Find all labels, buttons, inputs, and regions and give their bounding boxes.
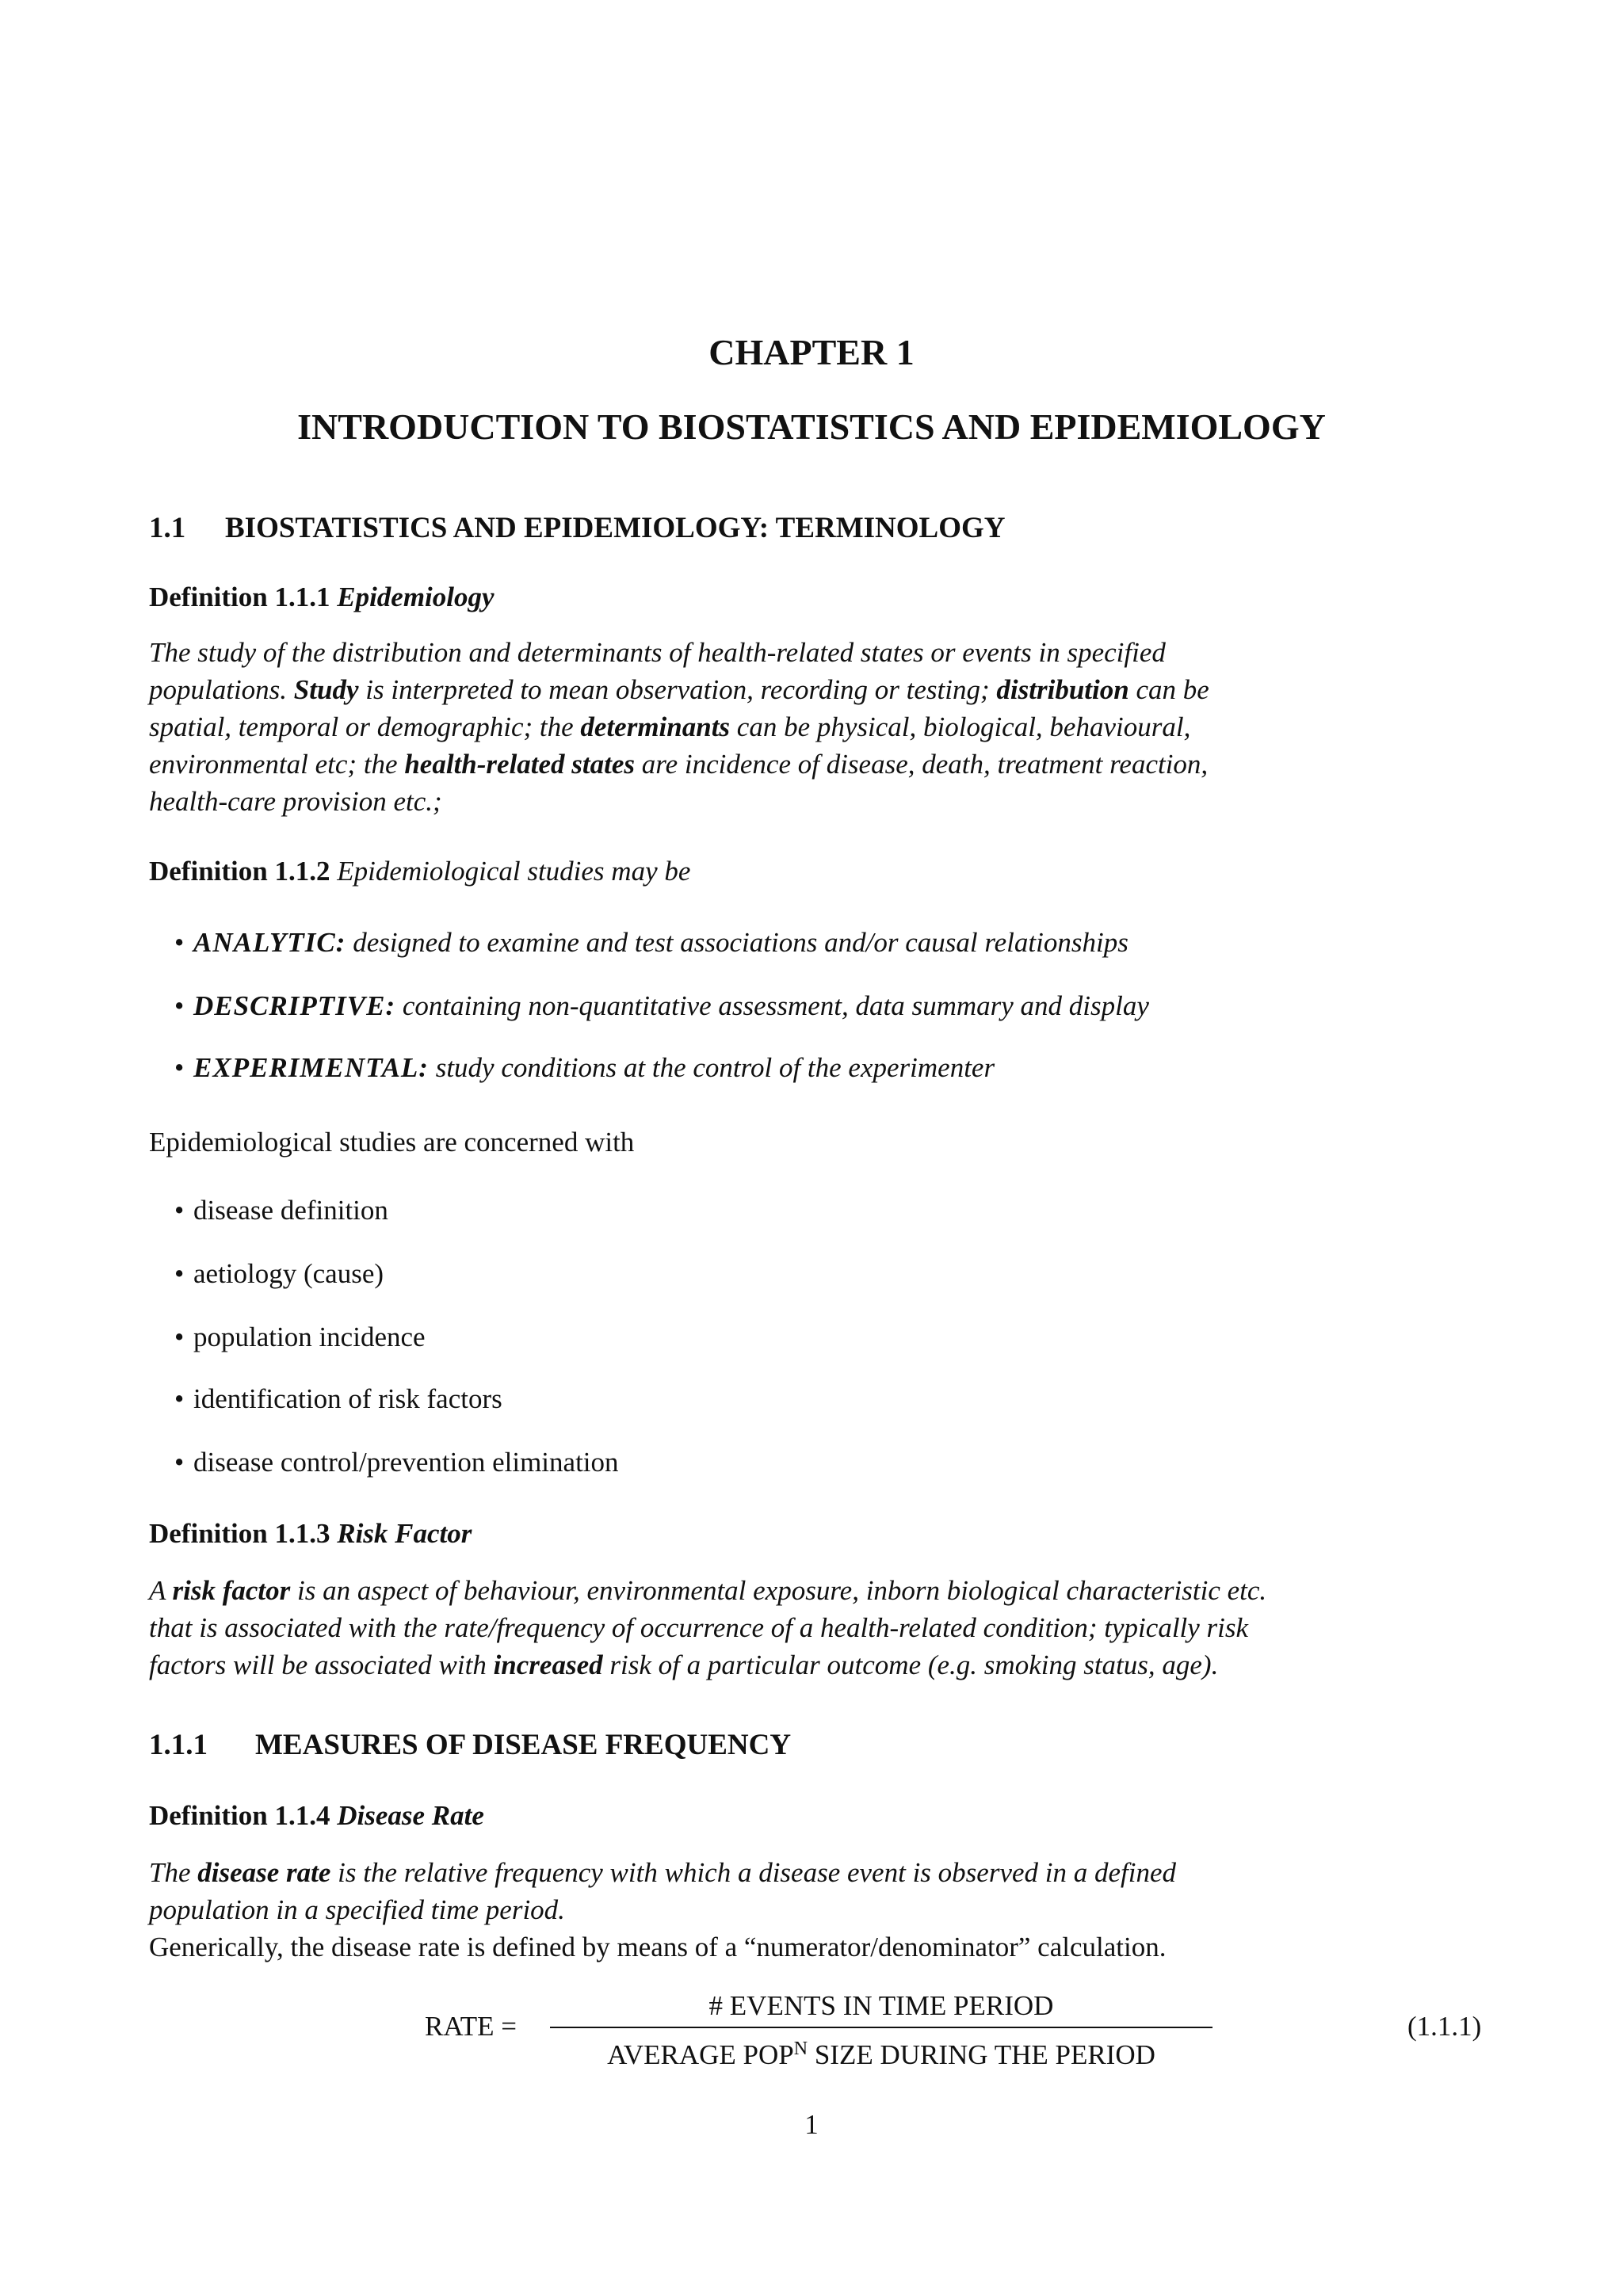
definition-label: Definition 1.1.2 <box>149 856 330 887</box>
bullet-icon: • <box>174 1322 185 1352</box>
definition-1-1-3-heading <box>149 1518 1496 1550</box>
keyword-study: Study <box>293 674 359 705</box>
equation-lhs: RATE = <box>425 2011 517 2042</box>
definition-text: Epidemiological studies may be <box>337 856 691 887</box>
def1-line-1: The study of the distribution and determinants of health-related states or events in specified <box>149 637 1166 668</box>
definition-label: Definition 1.1.3 <box>149 1518 330 1549</box>
keyword-disease-rate: disease rate <box>197 1857 331 1888</box>
equation-numerator: # EVENTS IN TIME PERIOD <box>708 1990 1054 2021</box>
definition-term: Disease Rate <box>337 1800 484 1831</box>
bullet-icon: • <box>174 1195 185 1226</box>
definition-1-1-1-body <box>149 634 1496 820</box>
rate-equation <box>0 1989 1623 2076</box>
subsection-number: 1.1.1 <box>149 1729 208 1761</box>
list-item: • aetiology (cause) <box>174 1258 384 1289</box>
keyword-distribution: distribution <box>996 674 1129 705</box>
section-title: BIOSTATISTICS AND EPIDEMIOLOGY: TERMINOLOGY <box>225 512 1006 544</box>
section-number: 1.1 <box>149 512 186 544</box>
chapter-title: INTRODUCTION TO BIOSTATISTICS AND EPIDEMIOLOGY <box>297 406 1326 447</box>
chapter-label: CHAPTER 1 <box>708 332 915 372</box>
keyword-increased: increased <box>493 1650 603 1680</box>
keyword-determinants: determinants <box>580 711 731 742</box>
bullet-icon: • <box>174 927 185 958</box>
definition-1-1-2-heading <box>149 856 1496 887</box>
def1-line-4: environmental etc; the health-related states are incidence of disease, death, treatment reaction, <box>149 749 1209 780</box>
bullet-icon: • <box>174 1258 185 1289</box>
def3-line-3: factors will be associated with increased risk of a particular outcome (e.g. smoking status, age). <box>149 1650 1219 1680</box>
def1-line-3: spatial, temporal or demographic; the determinants can be physical, biological, behavioural, <box>149 711 1191 742</box>
definition-1-1-4-body <box>149 1854 1496 1928</box>
list-item: • identification of risk factors <box>174 1383 502 1414</box>
keyword-health-related-states: health-related states <box>404 749 636 780</box>
equation-denominator: AVERAGE $POP^N$ SIZE DURING THE PERIOD <box>607 2039 1155 2070</box>
list-item: • DESCRIPTIVE: containing non-quantitative assessment, data summary and display <box>174 990 1149 1021</box>
definition-1-1-4-heading <box>149 1800 1496 1832</box>
list-item: • disease definition <box>174 1195 388 1226</box>
definition-term: Risk Factor <box>337 1518 472 1549</box>
list-item: • ANALYTIC: designed to examine and test associations and/or causal relationships <box>174 927 1128 958</box>
list-item: • population incidence <box>174 1322 426 1352</box>
subsection-heading <box>149 1728 1496 1762</box>
list-item: • EXPERIMENTAL: study conditions at the control of the experimenter <box>174 1052 995 1083</box>
subsection-title: MEASURES OF DISEASE FREQUENCY <box>255 1729 792 1761</box>
def3-line-2: that is associated with the rate/frequency of occurrence of a health-related condition; typically risk <box>149 1612 1249 1643</box>
definition-term: Epidemiology <box>337 582 495 612</box>
concerns-intro: Epidemiological studies are concerned with <box>149 1127 635 1158</box>
def4-line-3: Generically, the disease rate is defined by means of a “numerator/denominator” calculation. <box>149 1932 1167 1962</box>
definition-label: Definition 1.1.4 <box>149 1800 330 1831</box>
equation-number: (1.1.1) <box>1407 2011 1482 2042</box>
bullet-icon: • <box>174 1447 185 1478</box>
bullet-icon: • <box>174 990 185 1021</box>
fraction-bar <box>550 2027 1212 2028</box>
page-number: 1 <box>804 2109 819 2140</box>
keyword-risk-factor: risk factor <box>172 1575 291 1606</box>
definition-1-1-1-heading <box>149 582 1496 613</box>
def4-line-1: The disease rate is the relative frequency with which a disease event is observed in a defined <box>149 1857 1176 1888</box>
def1-line-5: health-care provision etc.; <box>149 786 442 817</box>
def4-line-2: population in a specified time period. <box>149 1894 565 1925</box>
definition-label: Definition 1.1.1 <box>149 582 330 612</box>
def1-line-2: populations. Study is interpreted to mean observation, recording or testing; distribution can be <box>149 674 1209 705</box>
definition-1-1-3-body <box>149 1572 1496 1684</box>
bullet-icon: • <box>174 1052 185 1083</box>
list-item: • disease control/prevention elimination <box>174 1447 619 1478</box>
section-heading <box>149 511 1496 545</box>
equation-fraction <box>550 1989 1212 2068</box>
def3-line-1: A risk factor is an aspect of behaviour, environmental exposure, inborn biological characteristic etc. <box>149 1575 1267 1606</box>
bullet-icon: • <box>174 1383 185 1414</box>
